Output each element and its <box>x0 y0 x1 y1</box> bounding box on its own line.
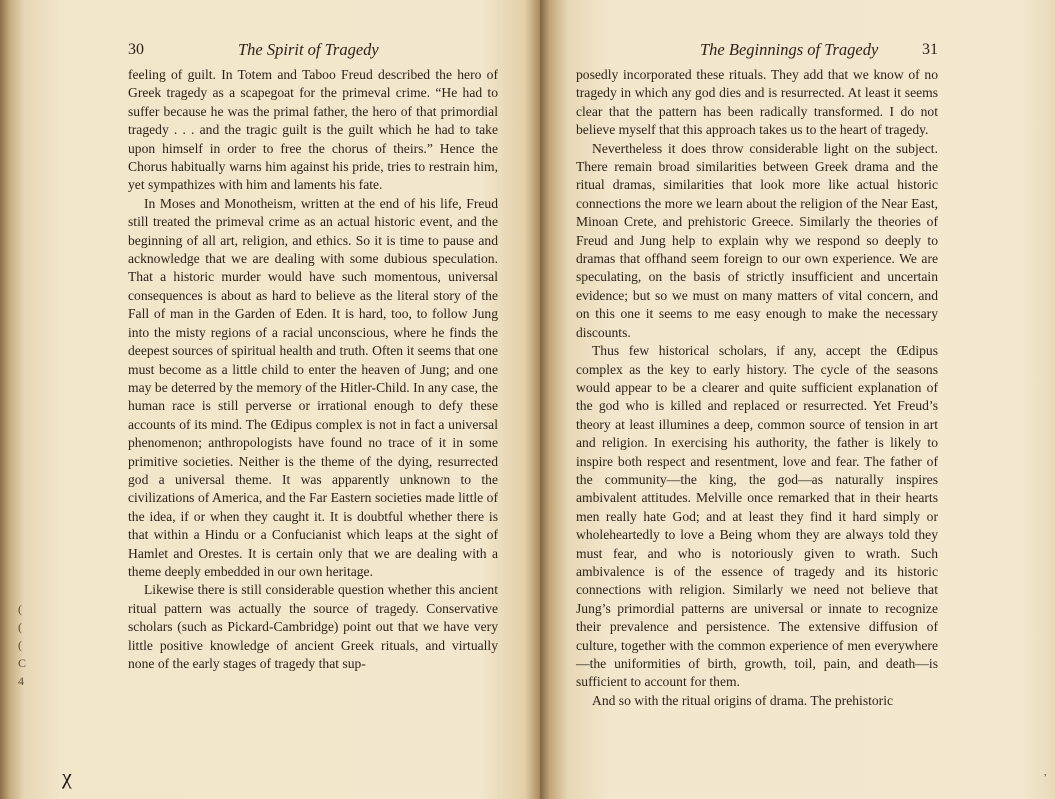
margin-mark: ( <box>18 602 22 616</box>
body-text <box>128 66 498 673</box>
page-number: 30 <box>128 41 144 58</box>
paragraph: Nevertheless it does throw considerable light on the subject. There remain broad similarities between Greek drama and the ritual dramas, similarities that look more like actual historic connections the more we learn about the religion of the Near East, Minoan Crete, and prehistoric Greece. Similarly the theories of Freud and Jung help to explain why we respond so deeply to dramas that offhand seem foreign to our own experience. We are speculating, on the basis of strictly insufficient and uncertain evidence; but so we must on many matters of vital concern, and on this one it seems to me easy enough to make the necessary discounts. <box>576 140 938 340</box>
paragraph: posedly incorporated these rituals. They add that we know of no tragedy in which any god dies and is resurrected. At least it seems clear that the pattern has been radically transformed. I do not believe myself that this approach takes us to the heart of tragedy. <box>576 67 938 138</box>
margin-pencil-marks <box>18 600 28 690</box>
paragraph: Thus few historical scholars, if any, accept the Œdipus complex as the key to early history. The cycle of the seasons would appear to be a clearer and quite sufficient explanation of the god who is killed and replaced or resurrected. Yet Freud’s theory at least illumines a deep, common source of tension in art and religion. In exercising his authority, the father is likely to inspire both respect and resentment, love and fear. The father of the community—the king, the god—as naturally inspires ambivalent attitudes. Melville once remarked that in their hearts men really hate God; and at least they find it hard simply or wholeheartedly to love a Being whom they are always told they must fear, and who is notoriously given to wrath. Such ambivalence is of the essence of tragedy and its historic connections with religion. Similarly we need not believe that Jung’s primordial patterns are universal or innate to recognize their prevalence and persistence. The extensive diffusion of culture, together with the common experience of men everywhere—the uniformities of birth, growth, toil, pain, and death—is sufficient to account for them. <box>576 343 938 690</box>
margin-mark: ( <box>18 638 22 652</box>
paragraph: And so with the ritual origins of drama. The prehistoric <box>592 692 894 708</box>
stray-ink-mark: ’ <box>1043 772 1047 784</box>
margin-mark: ( <box>18 620 22 634</box>
paragraph: In Moses and Monotheism, written at the end of his life, Freud still treated the primeval crime as an actual historic event, and the beginning of all art, religion, and ethics. So it is time to pause and acknowledge that we are dealing with some dubious speculation. That a historic murder would have such momentous, universal consequences is about as hard to believe as the literal story of the Fall of man in the Garden of Eden. It is hard, too, to follow Jung into the misty regions of a racial unconscious, where he finds the deepest sources of spiritual health and truth. Often it seems that one must become as a little child to enter the heaven of Jung; and one may be deterred by the memory of the Hitler-Child. In any case, the human race is still perverse or irrational enough to defy these accounts of its mind. The Œdipus complex is not in fact a universal phenomenon; anthropologists have found no trace of it in some primitive societies. Neither is the theme of the dying, resurrected god a universal theme. It was apparently unknown to the civilizations of America, and the Far Eastern societies made little of the idea, if or when they caught it. It is doubtful whether there is that within a Hindu or a Confucianist which leaps at the sight of Hamlet and Orestes. It is certain only that we are dealing with a theme deeply embedded in our own heritage. <box>128 195 498 579</box>
margin-mark: 4 <box>18 674 24 688</box>
right-page <box>540 0 1055 799</box>
margin-mark: C <box>18 656 27 670</box>
paragraph: feeling of guilt. In Totem and Taboo Freud described the hero of Greek tragedy as a scapegoat for the primeval crime. “He had to suffer because he was the primal father, the hero of that primordial tragedy . . . and the tragic guilt is the guilt which he had to take upon himself in order to free the chorus of theirs.” Hence the Chorus habitually warns him against his pride, tries to restrain him, yet sympathizes with him and laments his fate. <box>128 67 498 193</box>
corner-ink-mark: χ <box>62 764 72 789</box>
paragraph: Likewise there is still considerable question whether this ancient ritual pattern was actually the source of tragedy. Conservative scholars (such as Pickard-Cambridge) point out that we have very little positive knowledge of ancient Greek rituals, and virtually none of the early stages of tragedy that sup- <box>128 582 498 671</box>
page-number: 31 <box>922 41 938 58</box>
running-head: The Beginnings of Tragedy <box>700 40 879 59</box>
running-head: The Spirit of Tragedy <box>238 40 379 59</box>
body-text <box>576 66 938 710</box>
